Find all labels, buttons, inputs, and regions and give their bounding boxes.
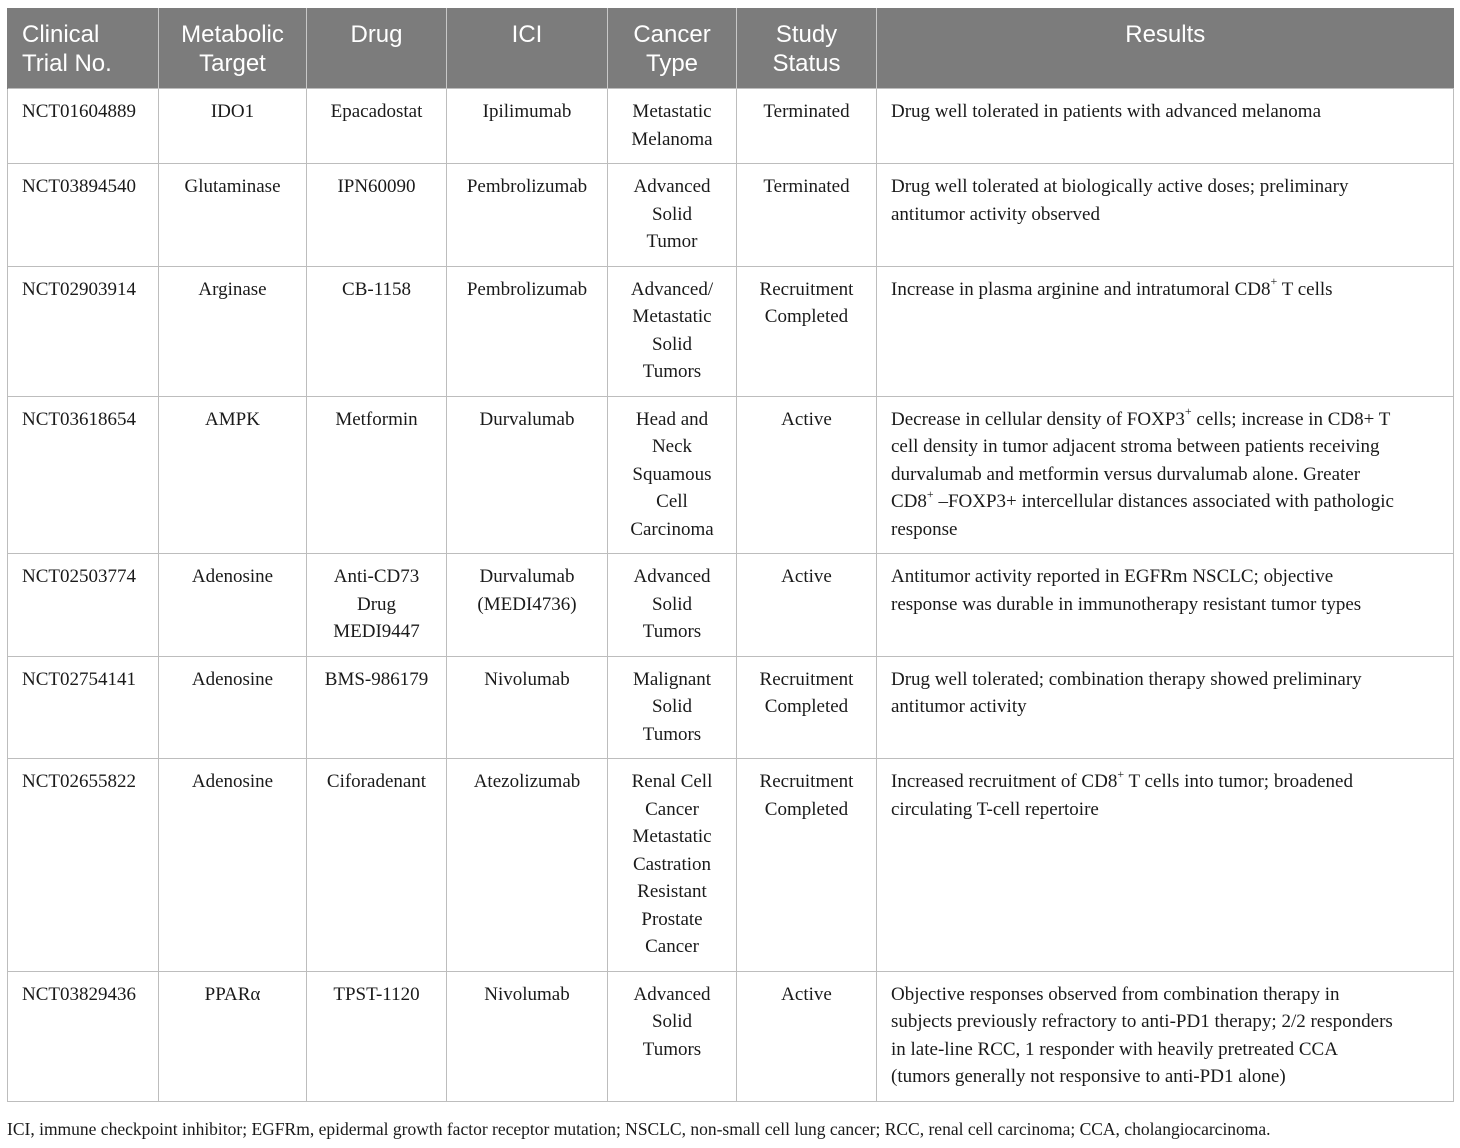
header-results: Results bbox=[877, 8, 1454, 89]
header-metabolic-target: Metabolic Target bbox=[159, 8, 307, 89]
metabolic-target-cell: Adenosine bbox=[159, 759, 307, 972]
drug-cell: IPN60090 bbox=[307, 164, 447, 267]
ici-cell: Durvalumab bbox=[447, 396, 608, 554]
study-status-cell: Terminated bbox=[737, 89, 877, 164]
drug-cell: Metformin bbox=[307, 396, 447, 554]
header-study-status: Study Status bbox=[737, 8, 877, 89]
metabolic-target-cell: IDO1 bbox=[159, 89, 307, 164]
header-drug: Drug bbox=[307, 8, 447, 89]
table-row bbox=[8, 759, 1454, 972]
drug-cell: Epacadostat bbox=[307, 89, 447, 164]
ici-cell: Atezolizumab bbox=[447, 759, 608, 972]
drug-cell: Anti-CD73 Drug MEDI9447 bbox=[307, 554, 447, 657]
ici-cell: Nivolumab bbox=[447, 656, 608, 759]
header-ici: ICI bbox=[447, 8, 608, 89]
cancer-type-cell: Renal Cell Cancer Metastatic Castration Resistant Prostate Cancer bbox=[608, 759, 737, 972]
trial-no-cell: NCT03829436 bbox=[8, 971, 159, 1101]
trial-no-cell: NCT03894540 bbox=[8, 164, 159, 267]
cancer-type-cell: Advanced/ Metastatic Solid Tumors bbox=[608, 266, 737, 396]
cancer-type-cell: Metastatic Melanoma bbox=[608, 89, 737, 164]
study-status-cell: Recruitment Completed bbox=[737, 656, 877, 759]
results-cell: Decrease in cellular density of FOXP3+ cells; increase in CD8+ T cell density in tumor adjacent stroma between patients receiving durvalumab and metformin versus durvalumab alone. Greater CD8+ –FOXP3+ intercellular distances associated with pathologic response bbox=[877, 396, 1454, 554]
metabolic-target-cell: Adenosine bbox=[159, 554, 307, 657]
trial-no-cell: NCT02655822 bbox=[8, 759, 159, 972]
results-cell: Objective responses observed from combination therapy in subjects previously refractory to anti-PD1 therapy; 2/2 responders in late-line RCC, 1 responder with heavily pretreated CCA (tumors generally not responsive to anti-PD1 alone) bbox=[877, 971, 1454, 1101]
cancer-type-cell: Head and Neck Squamous Cell Carcinoma bbox=[608, 396, 737, 554]
cancer-type-cell: Malignant Solid Tumors bbox=[608, 656, 737, 759]
table-row bbox=[8, 164, 1454, 267]
drug-cell: CB-1158 bbox=[307, 266, 447, 396]
trial-no-cell: NCT02903914 bbox=[8, 266, 159, 396]
study-status-cell: Terminated bbox=[737, 164, 877, 267]
study-status-cell: Recruitment Completed bbox=[737, 266, 877, 396]
drug-cell: TPST-1120 bbox=[307, 971, 447, 1101]
results-cell: Increase in plasma arginine and intratumoral CD8+ T cells bbox=[877, 266, 1454, 396]
header-trial-no: Clinical Trial No. bbox=[8, 8, 159, 89]
trial-no-cell: NCT03618654 bbox=[8, 396, 159, 554]
table-row bbox=[8, 89, 1454, 164]
table-footnote: ICI, immune checkpoint inhibitor; EGFRm, epidermal growth factor receptor mutation; NSCLC, non-small cell lung cancer; RCC, renal cell carcinoma; CCA, cholangiocarcinoma. bbox=[7, 1119, 1271, 1139]
study-status-cell: Active bbox=[737, 396, 877, 554]
trial-no-cell: NCT02754141 bbox=[8, 656, 159, 759]
study-status-cell: Active bbox=[737, 971, 877, 1101]
drug-cell: BMS-986179 bbox=[307, 656, 447, 759]
ici-cell: Pembrolizumab bbox=[447, 266, 608, 396]
study-status-cell: Active bbox=[737, 554, 877, 657]
ici-cell: Durvalumab (MEDI4736) bbox=[447, 554, 608, 657]
table-row bbox=[8, 656, 1454, 759]
cancer-type-cell: Advanced Solid Tumors bbox=[608, 554, 737, 657]
results-cell: Antitumor activity reported in EGFRm NSCLC; objective response was durable in immunotherapy resistant tumor types bbox=[877, 554, 1454, 657]
table-row bbox=[8, 554, 1454, 657]
header-row bbox=[8, 8, 1454, 89]
clinical-trials-table bbox=[7, 8, 1454, 1102]
trial-no-cell: NCT01604889 bbox=[8, 89, 159, 164]
metabolic-target-cell: Glutaminase bbox=[159, 164, 307, 267]
results-cell: Drug well tolerated in patients with advanced melanoma bbox=[877, 89, 1454, 164]
cancer-type-cell: Advanced Solid Tumors bbox=[608, 971, 737, 1101]
study-status-cell: Recruitment Completed bbox=[737, 759, 877, 972]
table-row bbox=[8, 396, 1454, 554]
metabolic-target-cell: AMPK bbox=[159, 396, 307, 554]
metabolic-target-cell: PPARα bbox=[159, 971, 307, 1101]
table-row bbox=[8, 971, 1454, 1101]
results-cell: Drug well tolerated at biologically active doses; preliminary antitumor activity observed bbox=[877, 164, 1454, 267]
table-row bbox=[8, 266, 1454, 396]
trial-no-cell: NCT02503774 bbox=[8, 554, 159, 657]
drug-cell: Ciforadenant bbox=[307, 759, 447, 972]
metabolic-target-cell: Adenosine bbox=[159, 656, 307, 759]
metabolic-target-cell: Arginase bbox=[159, 266, 307, 396]
ici-cell: Nivolumab bbox=[447, 971, 608, 1101]
results-cell: Drug well tolerated; combination therapy showed preliminary antitumor activity bbox=[877, 656, 1454, 759]
ici-cell: Pembrolizumab bbox=[447, 164, 608, 267]
ici-cell: Ipilimumab bbox=[447, 89, 608, 164]
header-cancer-type: Cancer Type bbox=[608, 8, 737, 89]
cancer-type-cell: Advanced Solid Tumor bbox=[608, 164, 737, 267]
results-cell: Increased recruitment of CD8+ T cells into tumor; broadened circulating T-cell repertoire bbox=[877, 759, 1454, 972]
